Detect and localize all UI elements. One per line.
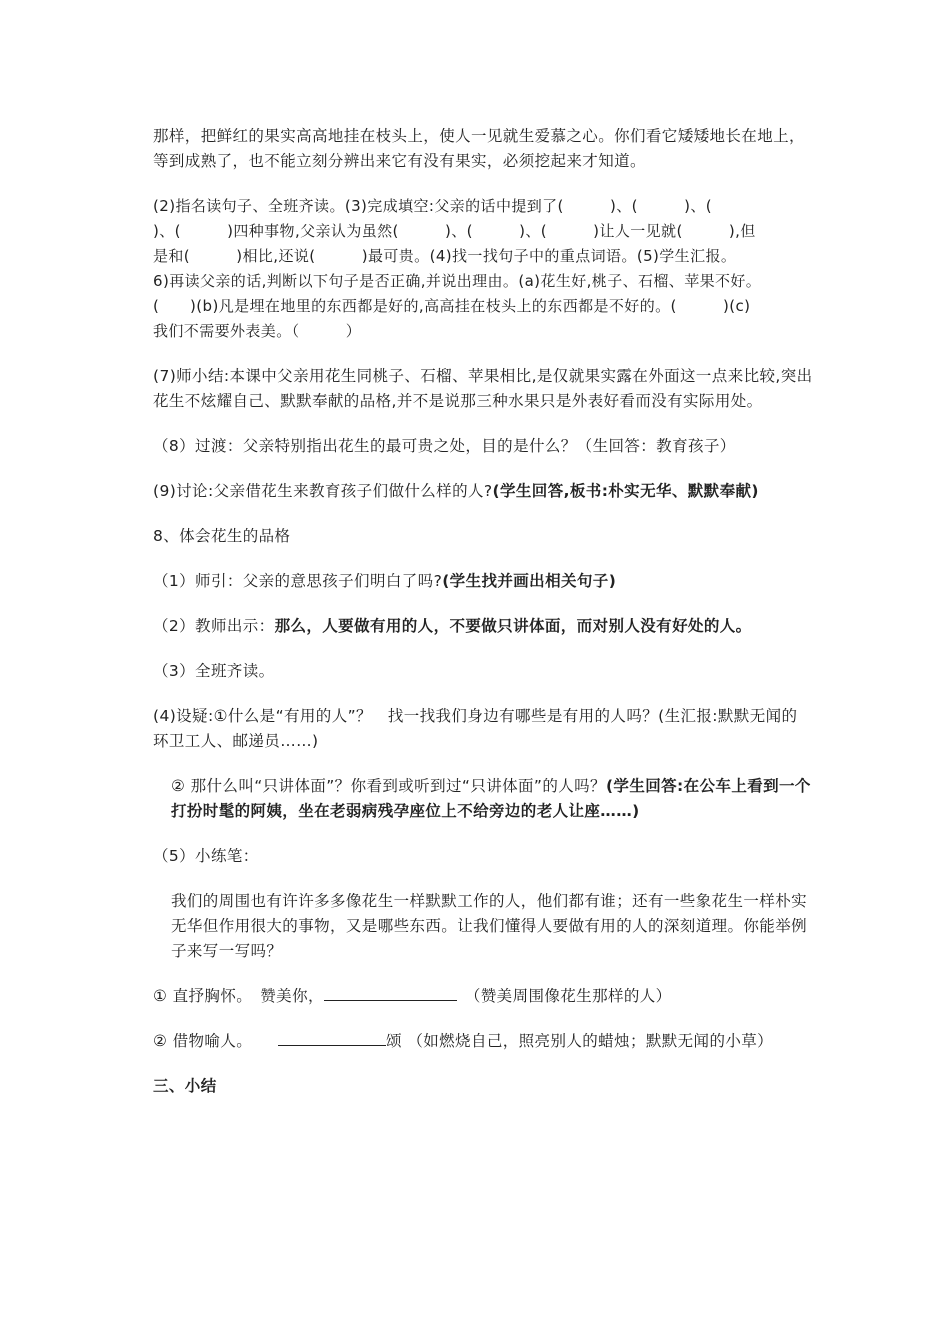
paragraph-writing-practice: （5）小练笔： xyxy=(153,847,259,865)
exercise-line-2: )、( )四种事物,父亲认为虽然( )、( )、( )让人一见就( ),但 xyxy=(153,222,756,240)
exercise-line-3: 是和( )相比,还说( )最可贵。(4)找一找句子中的重点词语。(5)学生汇报。 xyxy=(153,247,737,265)
paragraph-transition: （8）过渡：父亲特别指出花生的最可贵之处，目的是什么？（生回答：教育孩子） xyxy=(153,437,736,455)
exercise-item-1 xyxy=(153,984,813,1009)
exercise-item-2 xyxy=(153,1029,813,1054)
guide-action: (学生找并画出相关句子) xyxy=(442,572,617,590)
section-heading-8: 8、体会花生的品格 xyxy=(153,527,291,545)
paragraph-question-face xyxy=(153,774,813,824)
exercise-line-6: 我们不需要外表美。（ ） xyxy=(153,322,362,340)
paragraph-exercise xyxy=(153,194,813,344)
item2-blank[interactable] xyxy=(278,1029,386,1046)
shows-label: （2）教师出示： xyxy=(153,617,275,635)
paragraph-discussion xyxy=(153,479,813,504)
section-heading-summary: 三、小结 xyxy=(153,1077,217,1095)
document-body xyxy=(153,124,813,1099)
exercise-line-1: (2)指名读句子、全班齐读。(3)完成填空:父亲的话中提到了( )、( )、( xyxy=(153,197,713,215)
paragraph-writing-prompt: 我们的周围也有许许多多像花生一样默默工作的人，他们都有谁；还有一些象花生一样朴实无华但作用很大的事物，又是哪些东西。让我们懂得人要做有用的人的深刻道理。你能举例子来写一写吗？ xyxy=(171,892,808,960)
paragraph-teacher-summary: (7)师小结:本课中父亲用花生同桃子、石榴、苹果相比,是仅就果实露在外面这一点来比较,突出花生不炫耀自己、默默奉献的品格,并不是说那三种水果只是外表好看而没有实际用处。 xyxy=(153,367,813,410)
face-question: ② 那什么叫“只讲体面”？你看到或听到过“只讲体面”的人吗？ xyxy=(171,777,606,795)
item2-label: ② 借物喻人。 xyxy=(153,1032,253,1050)
shows-quote: 那么，人要做有用的人，不要做只讲体面，而对别人没有好处的人。 xyxy=(274,617,752,635)
paragraph-teacher-guide xyxy=(153,569,813,594)
paragraph-teacher-shows xyxy=(153,614,813,639)
paragraph-father-words: 那样，把鲜红的果实高高地挂在枝头上，使人一见就生爱慕之心。你们看它矮矮地长在地上，等到成熟了，也不能立刻分辨出来它有没有果实，必须挖起来才知道。 xyxy=(153,127,805,170)
item2-hint: 颂 （如燃烧自己，照亮别人的蜡烛；默默无闻的小草） xyxy=(386,1032,774,1050)
discussion-answer: (学生回答,板书:朴实无华、默默奉献) xyxy=(492,482,759,500)
discussion-question: (9)讨论:父亲借花生来教育孩子们做什么样的人? xyxy=(153,482,493,500)
exercise-line-4: 6)再读父亲的话,判断以下句子是否正确,并说出理由。(a)花生好,桃子、石榴、苹果不好。 xyxy=(153,272,762,290)
item1-label: ① 直抒胸怀。 赞美你， xyxy=(153,987,324,1005)
item1-hint: （赞美周围像花生那样的人） xyxy=(464,987,672,1005)
guide-question: （1）师引：父亲的意思孩子们明白了吗? xyxy=(153,572,443,590)
item1-blank[interactable] xyxy=(324,984,457,1001)
exercise-line-5: ( )(b)凡是埋在地里的东西都是好的,高高挂在枝头上的东西都是不好的。( )(c) xyxy=(153,297,751,315)
paragraph-question-useful: (4)设疑:①什么是“有用的人”？ 找一找我们身边有哪些是有用的人吗？(生汇报:默默无闻的环卫工人、邮递员……) xyxy=(153,707,798,750)
paragraph-read-together: （3）全班齐读。 xyxy=(153,662,275,680)
face-answer: (学生回答:在公车上看到一个打扮时髦的阿姨，坐在老弱病残孕座位上不给旁边的老人让座……) xyxy=(171,777,811,820)
